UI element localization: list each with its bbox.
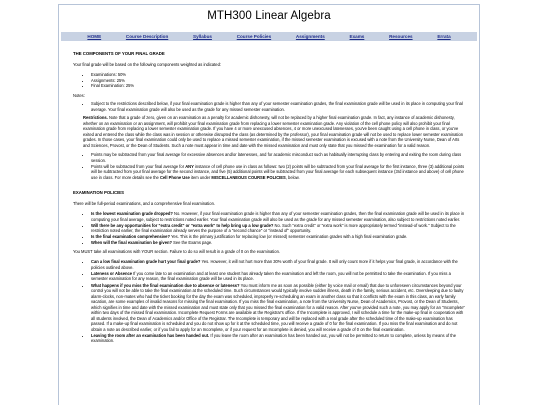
faq-item xyxy=(91,223,465,234)
faq-item xyxy=(91,259,465,270)
nav-resources[interactable]: Resources xyxy=(389,34,413,39)
notes-label: Notes: xyxy=(73,92,85,98)
exam-intro: There will be full-period examinations, and a comprehensive final examination. xyxy=(73,200,215,206)
list-item: • Subject to the restrictions described below, if your final examination grade is higher than any of your semester examination grades, the final examination grade will be used in its place in computing your final average. Your final examination grade will also be used as the grade for any missed semester examination. xyxy=(91,101,465,112)
faq-item xyxy=(91,211,465,222)
faq-answer: You must inform me as soon as possible (either by voice mail or email) that due to unforeseen circumstances beyond your control you will not be able to take the final examination at the scheduled time. Such circumstances would typically involve sudden illness, death in the family, serious accident, etc. Oversleeping due to faulty alarm-clocks, non-mates who had the ticket booking for the day the exam was scheduled, improperly re-scheduling an exam in another class so that it conflicts with the exam in this class, an early family vacation, are some examples of invalid reasons for missing the final examination. If you miss the final examination, a note from the University Nurse, Dean of Academics, Provost, or the Dean of Students, which signifies in time and date with the missed examination and must state only that you missed the final examination for a valid reason. After you've provided such a note, you may apply for an "Incomplete" within two days of the missed final examination. Incomplete Request Forms are available at the Registrar's office. If the Incomplete is approved, I will schedule a time for the make-up final in cooperation with all students involved, the Dean of Academics and/or Office of the Registrar. The Incomplete is temporary and will be replaced with a real grade after the scheduled time of the make-up examination has passed. If a make-up final examination is scheduled and you do not show up for it at the scheduled time, you will receive a grade of 0 for the final examination. If you miss the final examination and do not obtain a note as described earlier, or if you fail to apply for an Incomplete, or if your request for an Incomplete is denied, you will receive a grade of 0 on the final examination. xyxy=(91,282,465,332)
section-heading-exam-policies: EXAMINATION POLICIES xyxy=(73,190,125,196)
faq-item xyxy=(91,240,465,246)
nav-course-policies[interactable]: Course Policies xyxy=(236,34,272,39)
faq-answer: See the Exams page. xyxy=(171,240,213,246)
nav-syllabus[interactable]: Syllabus xyxy=(193,34,212,39)
emphasis: Cell Phone Use xyxy=(159,174,190,180)
faq-question: Leaving the room after an examination has been handed out. xyxy=(91,332,210,338)
exam-faq-list-2 xyxy=(73,259,465,343)
list-item xyxy=(91,164,465,181)
faq-question: When will the final examination be given? xyxy=(91,240,172,246)
faq-item xyxy=(91,271,465,282)
faq-question: Is the lowest examination grade dropped? xyxy=(91,211,173,217)
faq-answer: If you leave the room after an examination has been handed out, you will not be permitted to return to complete, unless by means of the examination. xyxy=(91,332,456,344)
restrictions-label: Restrictions. xyxy=(83,115,108,120)
restrictions-paragraph xyxy=(83,115,465,148)
nav-errata[interactable]: Errata xyxy=(437,34,451,39)
notes-list-2 xyxy=(73,152,465,180)
faq-answer: Yes. This is the primary justification for replacing low (or missed) semester examination grades with a high final examination grade. xyxy=(169,234,408,240)
list-item: • Points may be subtracted from your final average for excessive absences and/or latenesses, and for academic misconduct such as habitually interrupting class by entering and exiting the room during class session. xyxy=(91,152,465,163)
main-content xyxy=(59,51,479,344)
faq-question: Will there be any opportunities for "extra credit" or "extra work" to help bring up a low grade? xyxy=(91,222,274,228)
notes-list xyxy=(73,101,465,112)
page-frame xyxy=(58,4,480,405)
grade-intro: Your final grade will be based on the following components weighted as indicated: xyxy=(73,61,222,67)
emphasis: ANY xyxy=(185,163,194,169)
faq-question: Lateness or Absence xyxy=(91,270,133,276)
nav-home[interactable]: HOME xyxy=(87,34,102,39)
faq-item xyxy=(91,333,465,344)
emphasis: MISCELLANEOUS COURSE POLICIES xyxy=(211,174,286,180)
list-item: • Examinations: 50% xyxy=(91,72,465,78)
nav-exams[interactable]: Exams xyxy=(349,34,365,39)
text-span: instance of cell phone use in class as follows: two (2) points will be subtracted from your final average for the first instance, three (3) additional points will be subtracted from your final average for the second instance, and five (5) additional points will be subtracted from your final average for each subsequent instance (3rd instance and above) of cell phone use in class. For more details see the xyxy=(91,163,465,180)
faq-answer: No. However, if your final examination grade is higher than any of your semester examination grades, then the final examination grade will be used in its place in computing your final average, subject to restrictions noted earlier. Your final examination grade will also be used as the grade for any missed semester examination, also subject to restrictions noted earlier. xyxy=(91,211,465,222)
faq-answer: If you come late to an examination and at least one student has already taken the examination and left the room, you will not be permitted to take the examination. If you miss a semester examination for any reason, the final examination grade will be used in its place. xyxy=(91,270,451,282)
text-span: item under xyxy=(189,174,212,180)
list-item: • Final Examination: 25% xyxy=(91,83,465,89)
nav-bar xyxy=(61,32,477,41)
grade-components-list xyxy=(73,72,465,89)
faq-answer: No. Such "extra credit" or "extra work" is more appropriately termed "instead-of work." Subject to the restriction noted earlier, the final examination already serves the purpose of a "second chance" or "instead of" opportunity. xyxy=(91,222,456,234)
faq-question: What happens if you miss the final examination due to absence or lateness? xyxy=(91,282,240,288)
section-heading-grade-components: THE COMPONENTS OF YOUR FINAL GRADE xyxy=(73,51,165,56)
text-span: , below. xyxy=(285,174,300,180)
restrictions-text: Note that a grade of zero, given on an examination as a penalty for academic dishonesty, will not be replaced by a higher final examination grade. In fact, any instance of academic dishonesty, whether on an examination or an assignment, will prohibit your final examination grade from replacing a lower semester examination grade. Any violation of the cell phone policy will also prohibit your final examination grade from replacing a lower semester examination grade. If you have 4 or more unexcused absences, 4 or more unexcused latenesses, you've been caught using a cell phone in class, or you've exited and entered the class while the class was in session or otherwise disrupted the class (as determined by the professor), your final examination grade will not be used to replace lower semester examination grades. In those cases, your final examination could only be used to replace a missed semester examination, if the missed semester examination is excused with a note from the University Nurse, Dean of Arts and Sciences, Provost, or the Dean of Students. Such a note must appear in time and date with the missed examination and must only state that you missed the examination for a valid reason. xyxy=(83,115,464,148)
faq-item xyxy=(91,283,465,333)
nav-course-description[interactable]: Course Description xyxy=(125,34,169,39)
exam-faq-list xyxy=(73,211,465,246)
faq-question: Is the final examination comprehensive? xyxy=(91,234,170,240)
faq-answer: Yes. However, it will not hurt more than 30% worth of your final grade. It will only count more if it helps your final grade, in accordance with the policies outlined above. xyxy=(91,259,458,270)
faq-item xyxy=(91,234,465,240)
faq-question: Can a low final examination grade hurt your final grade? xyxy=(91,259,201,265)
text-span: Points will be subtracted from your final average for xyxy=(91,163,186,169)
list-item: • Assignments: 25% xyxy=(91,78,465,84)
nav-assignments[interactable]: Assignments xyxy=(295,34,325,39)
page-title: MTH300 Linear Algebra xyxy=(207,10,331,22)
section-notice: You MUST take all examinations with YOUR section. Failure to do so will result in a grade of 0 on the examination. xyxy=(73,248,280,254)
